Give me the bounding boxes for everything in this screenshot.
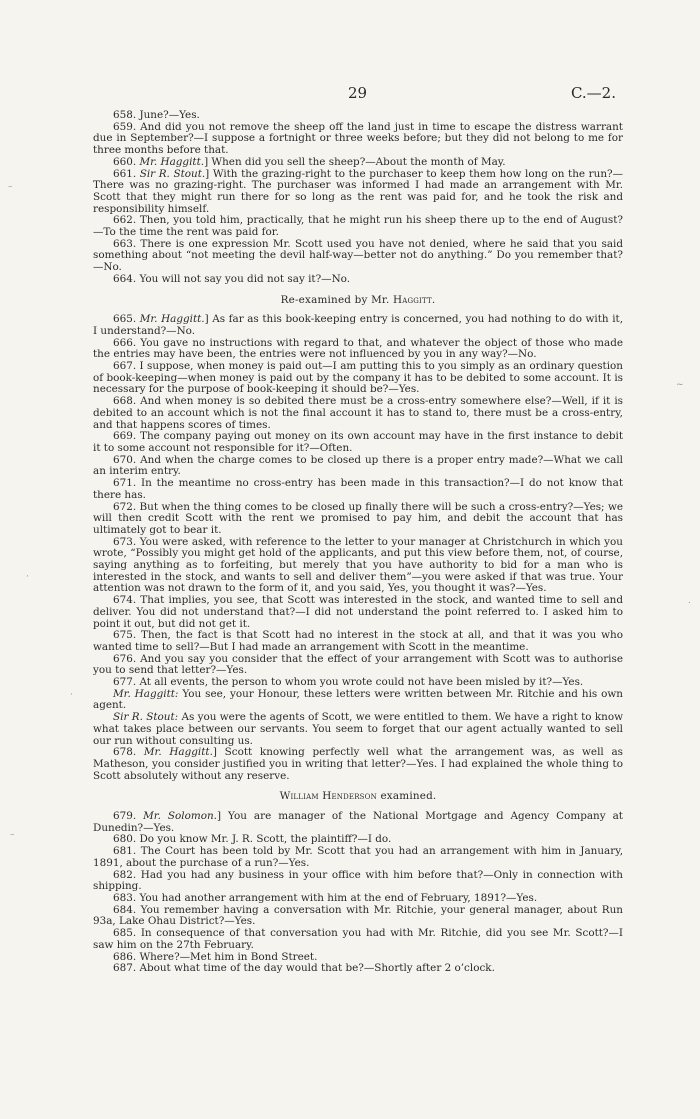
testimony-paragraph: [93, 274, 623, 286]
margin-mark: –: [10, 830, 15, 840]
testimony-text: 659. And did you not remove the sheep off the land just in time to escape the distress warrant due in September?—I suppose a fortnight or three weeks before; but they did not belong to me for three months before that.: [93, 120, 623, 157]
testimony-paragraph: [93, 905, 623, 928]
testimony-text: 685. In consequence of that conversation you had with Mr. Ritchie, did you see Mr. Scott?—I saw him on the 27th February.: [93, 927, 623, 951]
testimony-text: 673. You were asked, with reference to the letter to your manager at Christchurch in which you wrote, “Possibly you might get hold of the applicants, and put this view before them, not, of course, saying anything as to forfeiting, but merely that you have authority to bid for a man who is interested in the stock, and wants to sell and deliver them”—you were asked if that was true. Your attention was not drawn to the form of it, and you said, Yes, you thought it was?—Yes.: [93, 535, 623, 595]
testimony-text: 686. Where?—Met him in Bond Street.: [113, 950, 318, 963]
testimony-block-cross-examination: [93, 110, 623, 286]
testimony-paragraph: [93, 630, 623, 653]
question-number: 678.: [113, 746, 144, 759]
testimony-paragraph: [93, 811, 623, 834]
testimony-paragraph: [93, 747, 623, 782]
testimony-text: 683. You had another arrangement with him at the end of February, 1891?—Yes.: [113, 892, 538, 904]
testimony-text: ] You are manager of the National Mortgage and Agency Company at Dunedin?—Yes.: [93, 810, 623, 834]
testimony-text: 681. The Court has been told by Mr. Scott that you had an arrangement with him in January, 1891, about the purchase of a run?—Yes.: [93, 845, 623, 869]
testimony-text: 669. The company paying out money on its own account may have in the first instance to debit it to some account not responsible for it?—Often.: [93, 430, 623, 454]
question-number: 661.: [113, 167, 140, 180]
testimony-paragraph: [93, 361, 623, 396]
testimony-text: 667. I suppose, when money is paid out—I am putting this to you simply as an ordinary question of book-keeping—when money is paid out by the company it has to be debited to some account. It is necessary for the purpose of book-keeping it should be?—Yes.: [93, 360, 623, 396]
testimony-paragraph: [93, 431, 623, 454]
testimony-paragraph: [93, 595, 623, 630]
margin-mark: .: [688, 596, 691, 606]
section-heading-re-examination: Re-examined by Mr. Haggitt.: [280, 293, 436, 306]
testimony-paragraph: [93, 870, 623, 893]
testimony-paragraph: [93, 712, 623, 747]
testimony-paragraph: [93, 239, 623, 274]
testimony-paragraph: [93, 963, 623, 975]
testimony-paragraph: [93, 537, 623, 596]
testimony-text: 666. You gave no instructions with regard to that, and whatever the object of those who made the entries may have been, the entries were not influenced by you in any way?—No.: [93, 336, 623, 361]
testimony-text: 668. And when money is so debited there must be a cross-entry somewhere else?—Well, if it is debited to an account which is not the final account it has to stand to, there must be a cross-entry, and that happens scores of times.: [93, 395, 623, 431]
testimony-text: 677. At all events, the person to whom you wrote could not have been misled by it?—Yes.: [113, 676, 584, 689]
testimony-paragraph: [93, 846, 623, 869]
testimony-text: 671. In the meantime no cross-entry has been made in this transaction?—I do not know that there has.: [93, 477, 623, 501]
testimony-paragraph: [93, 338, 623, 361]
testimony-paragraph: [93, 502, 623, 537]
speaker-name: Mr. Solomon.: [143, 810, 217, 823]
testimony-text: You see, your Honour, these letters were written between Mr. Ritchie and his own agent.: [93, 687, 623, 712]
speaker-name: Mr. Haggitt.: [143, 746, 213, 759]
testimony-text: 680. Do you know Mr. J. R. Scott, the plaintiff?—I do.: [113, 833, 392, 846]
testimony-text: 682. Had you had any business in your office with him before that?—Only in connection with shipping.: [93, 868, 623, 893]
page-header: [0, 84, 700, 104]
speaker-name: Mr. Haggitt.: [139, 155, 205, 168]
testimony-paragraph: [93, 169, 623, 216]
question-number: 665.: [113, 313, 140, 326]
testimony-text: 664. You will not say you did not say it?—No.: [113, 272, 351, 285]
testimony-text: ] As far as this book-keeping entry is concerned, you had nothing to do with it, I understand?—No.: [93, 313, 623, 337]
page-number: 29: [348, 84, 368, 102]
testimony-paragraph: [93, 455, 623, 478]
testimony-text: 674. That implies, you see, that Scott was interested in the stock, and wanted time to sell and deliver. You did not understand that?—I did not understand the point referred to. I asked him to point it out, but did not get it.: [93, 594, 623, 630]
testimony-text: 662. Then, you told him, practically, that he might run his sheep there up to the end of August?—To the time the rent was paid for.: [93, 214, 623, 239]
testimony-text: ] When did you sell the sheep?—About the month of May.: [204, 155, 506, 168]
testimony-block-re-examination: [93, 314, 623, 782]
testimony-paragraph: [93, 314, 623, 337]
speaker-name: Sir R. Stout:: [113, 711, 179, 724]
margin-mark: ~: [676, 380, 684, 390]
testimony-block-henderson: [93, 811, 623, 975]
testimony-text: 676. And you say you consider that the effect of your arrangement with Scott was to authorise you to send that letter?—Yes.: [93, 652, 623, 677]
testimony-paragraph: [93, 122, 623, 157]
testimony-text: 687. About what time of the day would that be?—Shortly after 2 o’clock.: [113, 962, 495, 975]
question-number: 660.: [113, 155, 140, 168]
testimony-text: 684. You remember having a conversation with Mr. Ritchie, your general manager, about Run 93a, Lake Ohau District?—Yes.: [93, 903, 623, 928]
section-heading-witness: William Henderson examined.: [279, 790, 437, 803]
question-number: 679.: [113, 810, 144, 823]
margin-mark: –: [8, 182, 13, 192]
speaker-name: Sir R. Stout.: [139, 167, 206, 180]
testimony-text: 670. And when the charge comes to be closed up there is a proper entry made?—What we call an interim entry.: [93, 453, 623, 478]
testimony-text: 672. But when the thing comes to be closed up finally there will be such a cross-entry?—Yes; we will then credit Scott with the rent we promised to pay him, and debit the account that has ultimately got to bear it.: [93, 500, 623, 536]
testimony-text: As you were the agents of Scott, we were entitled to them. We have a right to know what takes place between our servants. You seem to forget that our agent actually wanted to sell our run without consulting us.: [93, 711, 623, 747]
testimony-paragraph: [93, 478, 623, 501]
testimony-text: 663. There is one expression Mr. Scott used you have not denied, where he said that you said something about “not meeting the devil half-way—better not do anything.” Do you remember that?—No.: [93, 237, 623, 274]
document-body: [93, 110, 623, 975]
testimony-text: 658. June?—Yes.: [113, 109, 200, 121]
testimony-text: ] Scott knowing perfectly well what the arrangement was, as well as Matheson, you consider justified you in writing that letter?—Yes. I had explained the whole thing to Scott absolutely without any reserve.: [93, 746, 623, 782]
testimony-paragraph: [93, 654, 623, 677]
margin-mark: ·: [70, 690, 73, 700]
document-reference: C.—2.: [570, 84, 616, 102]
testimony-paragraph: [93, 689, 623, 712]
speaker-name: Mr. Haggitt:: [113, 687, 179, 700]
testimony-paragraph: [93, 928, 623, 951]
testimony-text: 675. Then, the fact is that Scott had no interest in the stock at all, and that it was you who wanted time to sell?—But I had made an arrangement with Scott in the meantime.: [93, 629, 623, 653]
testimony-paragraph: [93, 396, 623, 431]
testimony-paragraph: [93, 215, 623, 238]
testimony-text: ] With the grazing-right to the purchaser to keep them how long on the run?—There was no grazing-right. The purchaser was informed I had made an arrangement with Mr. Scott that they might run there for so long as the rent was paid for, and he took the risk and responsibility himself.: [93, 167, 623, 215]
margin-mark: ·: [26, 572, 29, 582]
speaker-name: Mr. Haggitt.: [139, 313, 205, 326]
